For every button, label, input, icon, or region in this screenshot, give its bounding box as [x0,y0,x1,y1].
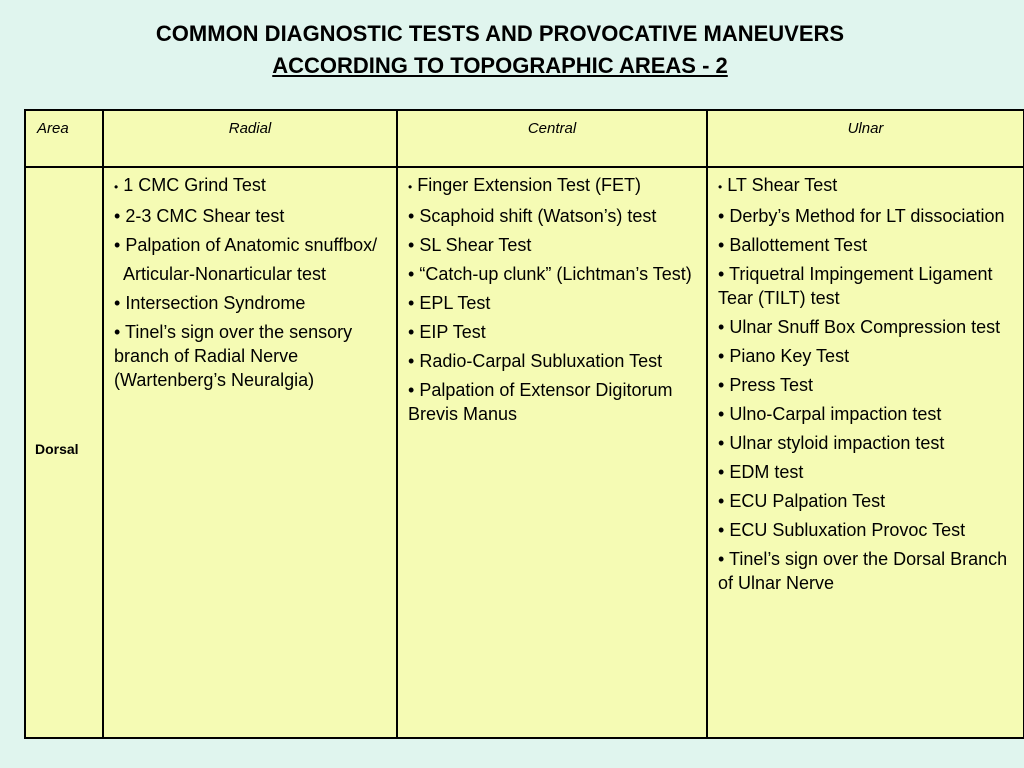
bullet: • [408,180,413,194]
list-item [114,320,396,392]
list-item [408,320,706,344]
bullet: • [408,264,415,284]
list-item-text: Derby’s Method for LT dissociation [729,206,1005,226]
bullet: • [408,380,415,400]
list-item-text: Tinel’s sign over the sensory branch of Radial Nerve (Wartenberg’s Neuralgia) [114,322,353,390]
list-item [718,173,1023,199]
bullet: • [408,206,415,226]
table-header-row [25,110,1024,167]
list-item [408,262,706,286]
bullet: • [718,549,725,569]
row-label-dorsal [25,167,103,738]
bullet: • [114,206,121,226]
column-header-central: Central [397,110,707,167]
list-item-text: Piano Key Test [729,346,850,366]
list-item-text: Scaphoid shift (Watson’s) test [419,206,657,226]
list-item-text: EIP Test [419,322,486,342]
column-header-area: Area [25,110,103,167]
list-item [114,233,396,257]
bullet: • [718,206,725,226]
bullet: • [114,293,121,313]
column-header-radial: Radial [103,110,397,167]
list-item [718,344,1023,368]
list-item [114,173,396,199]
list-item-text: Ulno-Carpal impaction test [729,404,942,424]
list-item-text: Finger Extension Test (FET) [417,175,641,195]
ulnar-test-list [708,168,1023,595]
bullet: • [718,375,725,395]
radial-cell [103,167,397,738]
list-item [114,262,396,286]
list-item-text: ECU Subluxation Provoc Test [729,520,966,540]
bullet: • [718,235,725,255]
list-item [408,349,706,373]
list-item [718,315,1023,339]
bullet: • [408,293,415,313]
list-item-text: LT Shear Test [727,175,838,195]
list-item [718,460,1023,484]
list-item-text: 2-3 CMC Shear test [125,206,285,226]
page-subtitle: ACCORDING TO TOPOGRAPHIC AREAS - 2 [272,53,728,78]
list-item-text: SL Shear Test [419,235,532,255]
radial-test-list [104,168,396,392]
list-item-text: Ulnar styloid impaction test [729,433,945,453]
list-item [408,173,706,199]
bullet: • [718,264,725,284]
list-item [408,291,706,315]
list-item [718,518,1023,542]
list-item-text: Palpation of Extensor Digitorum Brevis Manus [408,380,673,424]
bullet: • [718,346,725,366]
bullet: • [718,520,725,540]
list-item-text: Press Test [729,375,814,395]
central-test-list [398,168,706,426]
list-item-text: Ballottement Test [729,235,868,255]
list-item [718,402,1023,426]
list-item [718,431,1023,455]
bullet: • [114,235,121,255]
list-item [408,378,706,426]
bullet: • [408,351,415,371]
page-title: COMMON DIAGNOSTIC TESTS AND PROVOCATIVE MANEUVERS [155,21,845,46]
list-item [408,204,706,228]
bullet: • [718,180,723,194]
list-item [718,489,1023,513]
table-row-dorsal [25,167,1024,738]
bullet: • [718,404,725,424]
list-item [718,373,1023,397]
list-item [114,291,396,315]
bullet: • [718,317,725,337]
list-item-text: 1 CMC Grind Test [123,175,266,195]
list-item-text: Palpation of Anatomic snuffbox/ [125,235,378,255]
bullet: • [408,235,415,255]
bullet: • [718,433,725,453]
column-header-ulnar: Ulnar [707,110,1024,167]
list-item-text: EDM test [729,462,804,482]
list-item [718,262,1023,310]
list-item [718,547,1023,595]
bullet: • [114,180,119,194]
diagnostic-tests-table [24,109,1024,739]
list-item-text: Tinel’s sign over the Dorsal Branch of Ulnar Nerve [718,549,1008,593]
list-item [718,233,1023,257]
list-item-text: “Catch-up clunk” (Lichtman’s Test) [419,264,692,284]
bullet: • [718,491,725,511]
list-item-text: Triquetral Impingement Ligament Tear (TILT) test [718,264,993,308]
row-label-text: Dorsal [35,440,79,457]
central-cell [397,167,707,738]
list-item-text: Intersection Syndrome [125,293,306,313]
ulnar-cell [707,167,1024,738]
bullet: • [718,462,725,482]
list-item [718,204,1023,228]
list-item-text: EPL Test [419,293,491,313]
list-item-text: Articular-Nonarticular test [123,264,327,284]
list-item-text: Ulnar Snuff Box Compression test [729,317,1001,337]
list-item-text: Radio-Carpal Subluxation Test [419,351,663,371]
list-item [114,204,396,228]
bullet: • [114,322,121,342]
bullet: • [408,322,415,342]
list-item [408,233,706,257]
list-item-text: ECU Palpation Test [729,491,886,511]
